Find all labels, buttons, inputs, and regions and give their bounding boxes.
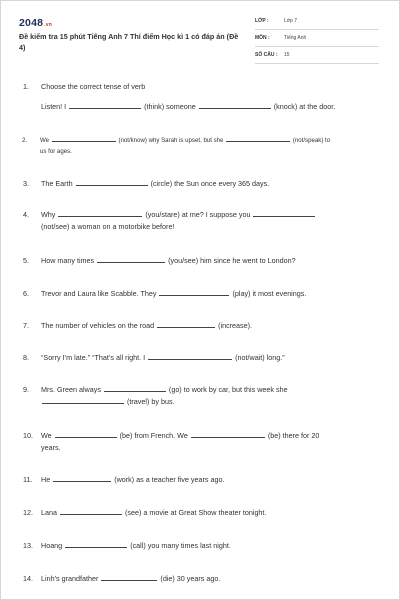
question-text: (play) it most evenings.: [232, 289, 307, 298]
question-number: 10.: [23, 431, 33, 440]
question-text: (see) a movie at Great Show theater tonight.: [125, 508, 267, 517]
question-text: He: [41, 475, 51, 484]
answer-blank[interactable]: [104, 391, 166, 392]
question-number: 8.: [23, 353, 29, 362]
question-text: Hoang: [41, 541, 63, 550]
answer-blank[interactable]: [148, 359, 232, 360]
answer-blank[interactable]: [199, 108, 271, 109]
question-text: “Sorry I’m late.” “That’s all right. I: [41, 353, 146, 362]
question-text: (die) 30 years ago.: [160, 574, 221, 583]
question-number: 11.: [23, 475, 33, 484]
question-text: (think) someone: [144, 101, 196, 111]
question-text: Lana: [41, 508, 57, 517]
meta-key: SỐ CÂU :: [255, 52, 278, 58]
answer-blank[interactable]: [42, 403, 124, 404]
answer-blank[interactable]: [157, 327, 215, 328]
meta-key: MÔN :: [255, 35, 270, 41]
question-text: years.: [41, 442, 61, 452]
answer-blank[interactable]: [97, 262, 165, 263]
answer-blank[interactable]: [159, 295, 229, 296]
question-text: (not/wait) long.”: [235, 353, 285, 362]
site-logo[interactable]: [19, 17, 52, 29]
question-text: (work) as a teacher five years ago.: [114, 475, 225, 484]
meta-key: LỚP :: [255, 18, 269, 24]
question-text: The number of vehicles on the road: [41, 321, 155, 330]
answer-blank[interactable]: [53, 481, 111, 482]
question-text: (not/know) why Sarah is upset, but she: [118, 137, 224, 144]
answer-blank[interactable]: [69, 108, 141, 109]
answer-blank[interactable]: [76, 185, 148, 186]
logo-suffix: .vn: [44, 22, 52, 28]
question-text: (travel) by bus.: [127, 396, 175, 406]
meta-row-subject: [255, 32, 379, 47]
question-text: (be) there for 20: [267, 431, 320, 440]
question-number: 3.: [23, 179, 29, 188]
question-text: How many times: [41, 256, 95, 265]
question-text: (go) to work by car, but this week she: [168, 385, 288, 394]
question-text: us for ages.: [40, 148, 72, 155]
question-number: 13.: [23, 541, 33, 550]
answer-blank[interactable]: [55, 437, 117, 438]
question-number: 5.: [23, 256, 29, 265]
meta-value: 15: [284, 52, 290, 58]
question-text: We: [41, 431, 52, 440]
question-text: Mrs. Green always: [41, 385, 101, 394]
answer-blank[interactable]: [65, 547, 127, 548]
logo-text: 2048: [19, 17, 44, 29]
answer-blank[interactable]: [52, 141, 116, 142]
answer-blank[interactable]: [58, 216, 142, 217]
meta-row-count: [255, 49, 379, 64]
question-text: (call) you many times last night.: [130, 541, 231, 550]
question-number: 1.: [23, 82, 29, 91]
question-text: Why: [41, 210, 56, 219]
question-number: 14.: [23, 574, 33, 583]
question-number: 2.: [22, 137, 28, 144]
question-text: Linh’s grandfather: [41, 574, 99, 583]
question-text: (circle) the Sun once every 365 days.: [150, 179, 270, 188]
answer-blank[interactable]: [101, 580, 157, 581]
question-number: 7.: [23, 321, 29, 330]
question-text: (increase).: [218, 321, 253, 330]
question-text: The Earth: [41, 179, 73, 188]
answer-blank[interactable]: [226, 141, 290, 142]
meta-value: Lớp 7: [284, 18, 298, 24]
meta-info: [255, 15, 379, 66]
question-text: (not/see) a woman on a motorbike before!: [41, 221, 175, 231]
question-text: We: [40, 137, 50, 144]
meta-value: Tiếng Anh: [284, 35, 307, 41]
worksheet-title: Đề kiểm tra 15 phút Tiếng Anh 7 Thí điểm Học kì 1 có đáp án (Đề 4): [19, 32, 239, 52]
meta-row-class: [255, 15, 379, 30]
question-number: 9.: [23, 385, 29, 394]
answer-blank[interactable]: [253, 216, 315, 217]
question-text: Listen! I: [41, 101, 67, 111]
question-instruction: Choose the correct tense of verb: [41, 82, 146, 91]
question-number: 6.: [23, 289, 29, 298]
question-text: (not/speak) to: [292, 137, 331, 144]
question-text: (knock) at the door.: [273, 101, 336, 111]
question-text: (be) from French. We: [119, 431, 188, 440]
worksheet-header: [1, 1, 400, 69]
question-number: 12.: [23, 508, 33, 517]
answer-blank[interactable]: [60, 514, 122, 515]
question-text: (you/see) him since he went to London?: [168, 256, 296, 265]
answer-blank[interactable]: [191, 437, 265, 438]
question-text: Trevor and Laura like Scabble. They: [41, 289, 157, 298]
question-number: 4.: [23, 210, 29, 219]
question-text: (you/stare) at me? I suppose you: [145, 210, 251, 219]
